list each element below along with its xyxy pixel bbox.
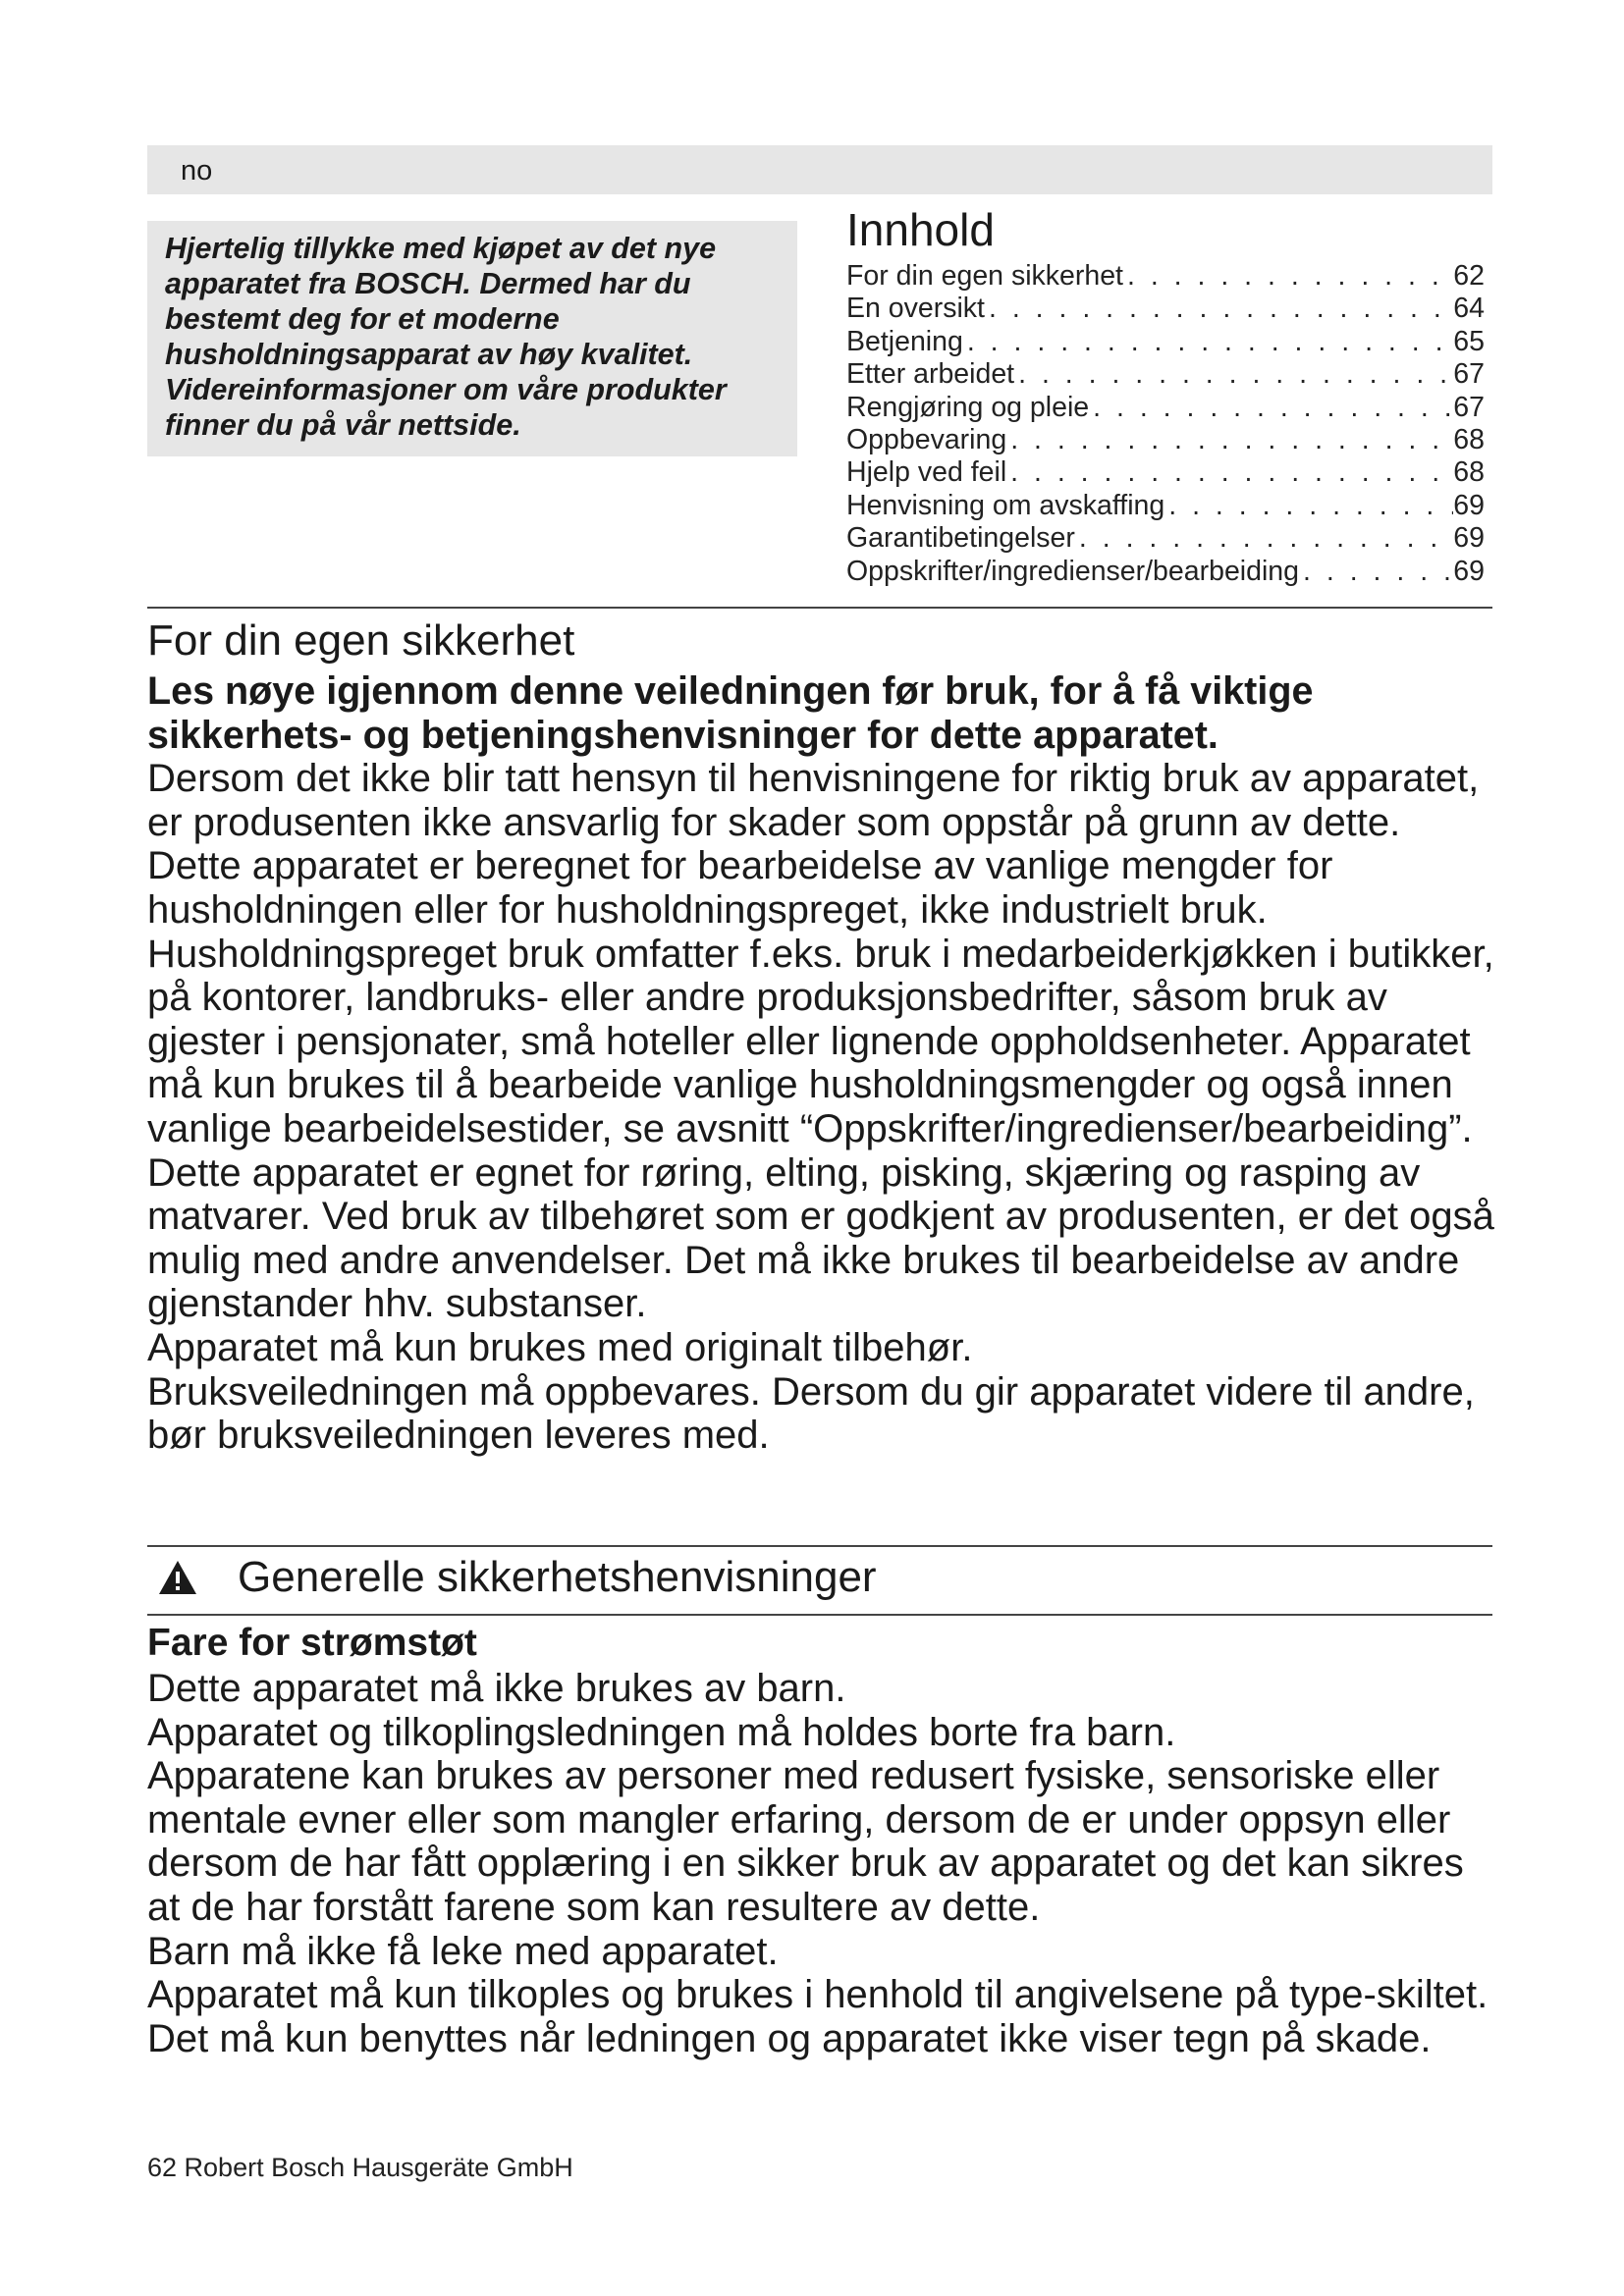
general-paragraph: Apparatet må kun tilkoples og brukes i henhold til angivelsene på type-skiltet. Det må kun benyttes når ledningen og apparatet ikke viser tegn på skade. xyxy=(147,1973,1489,2060)
safety-lead: Les nøye igjennom denne veiledningen før bruk, for å få viktige sikkerhets- og betjeningshenvisninger for dette apparatet. xyxy=(147,669,1314,757)
general-paragraph: Barn må ikke få leke med apparatet. xyxy=(147,1929,779,1973)
toc-leader xyxy=(1164,490,1453,522)
toc-item[interactable] xyxy=(846,424,1485,456)
toc-leader xyxy=(1014,358,1453,391)
safety-body xyxy=(147,669,1502,1458)
toc-item-label: For din egen sikkerhet xyxy=(846,260,1123,292)
toc-item-label: Oppbevaring xyxy=(846,424,1007,456)
toc-leader xyxy=(1006,424,1453,456)
general-paragraph: Dette apparatet må ikke brukes av barn. xyxy=(147,1667,846,1710)
toc-item[interactable] xyxy=(846,490,1485,522)
general-heading-row xyxy=(147,1553,877,1602)
toc-item-page: 65 xyxy=(1453,325,1485,357)
table-of-contents xyxy=(846,199,1485,588)
safety-paragraph: Bruksveiledningen må oppbevares. Dersom du gir apparatet videre til andre, bør bruksveiledningen leveres med. xyxy=(147,1369,1475,1458)
toc-leader xyxy=(1089,392,1453,424)
safety-paragraph: Dersom det ikke blir tatt hensyn til henvisningene for riktig bruk av apparatet, er produsenten ikke ansvarlig for skader som oppstår på grunn av dette. xyxy=(147,757,1480,844)
safety-paragraph: Apparatet må kun brukes med originalt tilbehør. xyxy=(147,1325,973,1369)
page-footer: 62 Robert Bosch Hausgeräte GmbH xyxy=(147,2153,573,2182)
section-divider xyxy=(147,607,1492,609)
safety-heading: For din egen sikkerhet xyxy=(147,616,575,665)
intro-text: Hjertelig tillykke med kjøpet av det nye apparatet fra BOSCH. Dermed har du bestemt deg for et moderne husholdningsapparat av høy kvalitet. Videreinformasjoner om våre produkter finner du på vår nettside. xyxy=(165,232,727,442)
toc-item-page: 68 xyxy=(1453,456,1485,489)
toc-item-page: 64 xyxy=(1453,293,1485,325)
language-bar xyxy=(147,145,1492,194)
general-heading: Generelle sikkerhetshenvisninger xyxy=(238,1553,877,1601)
toc-item-label: Etter arbeidet xyxy=(846,358,1015,391)
electric-shock-heading: Fare for strømstøt xyxy=(147,1622,477,1664)
toc-item-page: 67 xyxy=(1453,358,1485,391)
section-divider xyxy=(147,1614,1492,1616)
toc-leader xyxy=(1123,260,1453,293)
toc-item-label: Rengjøring og pleie xyxy=(846,391,1090,423)
toc-item-label: Garantibetingelser xyxy=(846,522,1075,555)
intro-box xyxy=(147,221,797,456)
safety-paragraph: Dette apparatet er beregnet for bearbeidelse av vanlige mengder for husholdningen eller for husholdningspreget, ikke industrielt bruk. Husholdningspreget bruk omfatter f.eks. bruk i medarbeiderkjøkken i butikker, på kontorer, landbruks- eller andre produksjonsbedrifter, såsom bruk av gjester i pensjonater, små hoteller eller lignende oppholdsenheter. Apparatet må kun brukes til å bearbeide vanlige husholdningsmengder og også innen vanlige bearbeidelsestider, se avsnitt “Oppskrifter/ingredienser/bearbeiding”. xyxy=(147,844,1494,1150)
warning-icon xyxy=(157,1559,198,1596)
language-tag: no xyxy=(181,155,213,187)
toc-leader xyxy=(1006,456,1453,489)
safety-paragraph: Dette apparatet er egnet for røring, elting, pisking, skjæring og rasping av matvarer. Ved bruk av tilbehøret som er godkjent av produsenten, er det også mulig med andre anvendelser. Det må ikke brukes til bearbeidelse av andre gjenstander hhv. substanser. xyxy=(147,1150,1494,1326)
toc-item-page: 69 xyxy=(1453,522,1485,555)
toc-item-page: 68 xyxy=(1453,424,1485,456)
toc-item[interactable] xyxy=(846,556,1485,588)
toc-leader xyxy=(985,293,1453,325)
toc-item-page: 69 xyxy=(1453,555,1485,587)
toc-item[interactable] xyxy=(846,456,1485,489)
toc-item-label: Betjening xyxy=(846,325,963,357)
toc-item-page: 67 xyxy=(1453,391,1485,423)
toc-title: Innhold xyxy=(846,204,995,255)
general-body xyxy=(147,1667,1502,2060)
toc-item-label: Hjelp ved feil xyxy=(846,456,1007,489)
toc-item-page: 62 xyxy=(1453,260,1485,292)
section-divider xyxy=(147,1545,1492,1547)
toc-item-label: En oversikt xyxy=(846,293,985,325)
toc-item[interactable] xyxy=(846,293,1485,325)
toc-leader xyxy=(963,326,1453,358)
toc-item[interactable] xyxy=(846,358,1485,391)
toc-item[interactable] xyxy=(846,326,1485,358)
toc-item-label: Henvisning om avskaffing xyxy=(846,489,1165,521)
general-paragraph: Apparatene kan brukes av personer med redusert fysiske, sensoriske eller mentale evner eller som mangler erfaring, dersom de er under oppsyn eller dersom de har fått opplæring i en sikker bruk av apparatet og det kan sikres at de har forstått farene som kan resultere av dette. xyxy=(147,1754,1464,1929)
toc-item[interactable] xyxy=(846,522,1485,555)
toc-item[interactable] xyxy=(846,392,1485,424)
toc-item[interactable] xyxy=(846,260,1485,293)
toc-item-label: Oppskrifter/ingredienser/bearbeiding xyxy=(846,555,1300,587)
toc-leader xyxy=(1075,522,1453,555)
toc-item-page: 69 xyxy=(1453,489,1485,521)
general-paragraph: Apparatet og tilkoplingsledningen må holdes borte fra barn. xyxy=(147,1710,1176,1754)
toc-leader xyxy=(1299,556,1453,588)
